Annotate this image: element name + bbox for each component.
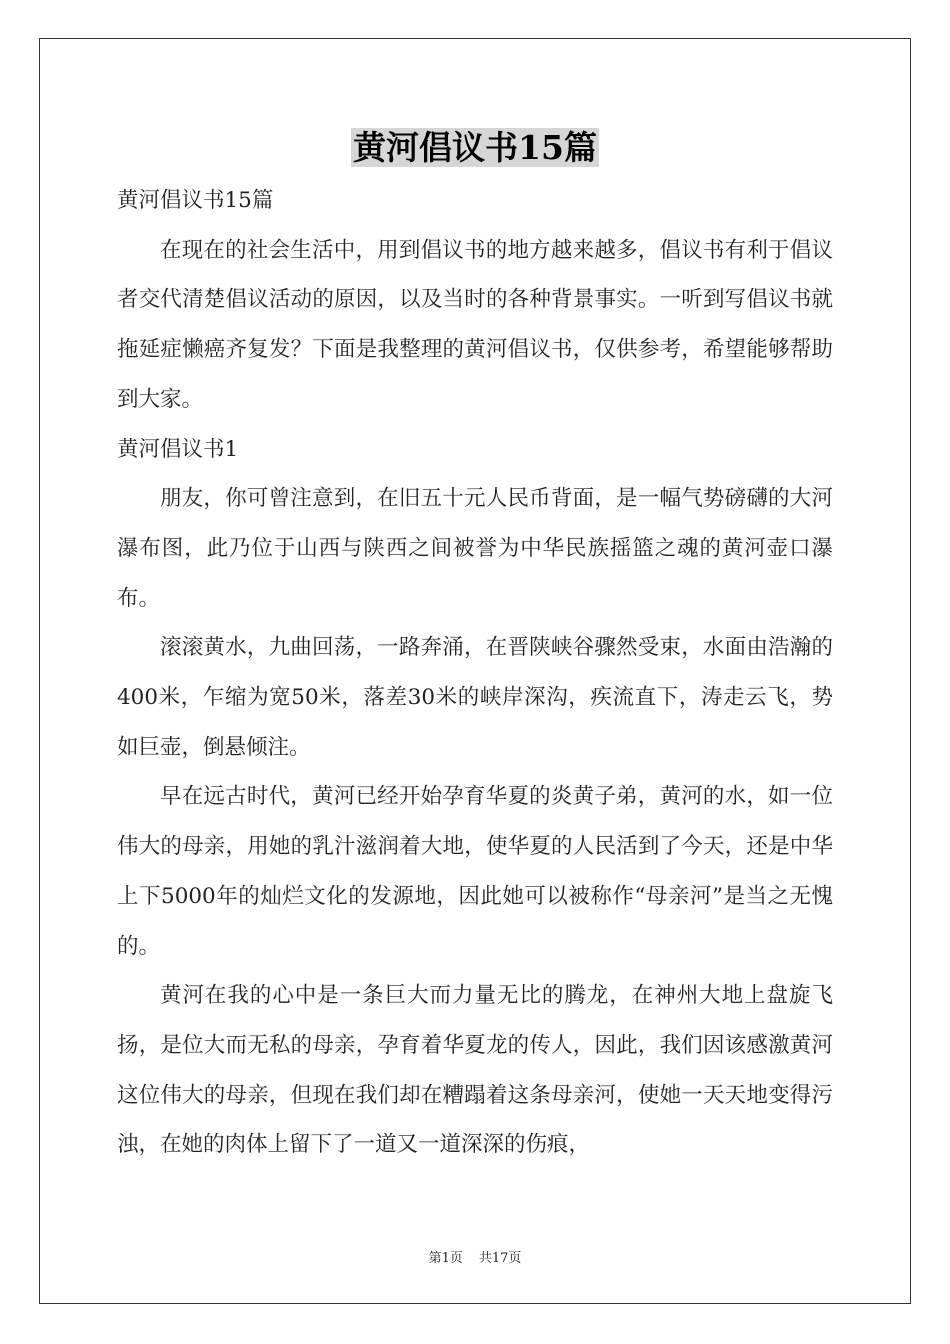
body-paragraph: 早在远古时代，黄河已经开始孕育华夏的炎黄子弟，黄河的水，如一位伟大的母亲，用她的乳汁滋润着大地，使华夏的人民活到了今天，还是中华上下5000年的灿烂文化的发源地，因此她可以被称作“母亲河”是当之无愧的。 — [117, 784, 833, 959]
section-heading: 黄河倡议书1 — [117, 436, 239, 462]
body-paragraph: 朋友，你可曾注意到，在旧五十元人民币背面，是一幅气势磅礴的大河瀑布图，此乃位于山西与陕西之间被誉为中华民族摇篮之魂的黄河壶口瀑布。 — [117, 486, 833, 611]
body-paragraph: 滚滚黄水，九曲回荡，一路奔涌，在晋陕峡谷骤然受束，水面由浩瀚的400米，乍缩为宽50米，落差30米的峡岸深沟，疾流直下，涛走云飞，势如巨壶，倒悬倾注。 — [117, 635, 833, 760]
body-paragraph: 黄河在我的心中是一条巨大而力量无比的腾龙，在神州大地上盘旋飞扬，是位大而无私的母亲，孕育着华夏龙的传人，因此，我们因该感激黄河这位伟大的母亲，但现在我们却在糟蹋着这条母亲河，使她一天天地变得污浊，在她的肉体上留下了一道又一道深深的伤痕， — [117, 983, 833, 1158]
intro-paragraph: 在现在的社会生活中，用到倡议书的地方越来越多，倡议书有利于倡议者交代清楚倡议活动的原因，以及当时的各种背景事实。一听到写倡议书就拖延症懒癌齐复发？下面是我整理的黄河倡议书，仅供参考，希望能够帮助到大家。 — [117, 237, 833, 412]
document-body — [117, 176, 833, 1170]
document-title — [0, 123, 950, 173]
document-title-text: 黄河倡议书15篇 — [353, 128, 597, 167]
page-total: 共17页 — [478, 1251, 522, 1266]
page-number: 第1页 — [428, 1251, 463, 1266]
page-footer — [0, 1247, 950, 1266]
document-subtitle: 黄河倡议书15篇 — [117, 188, 274, 213]
